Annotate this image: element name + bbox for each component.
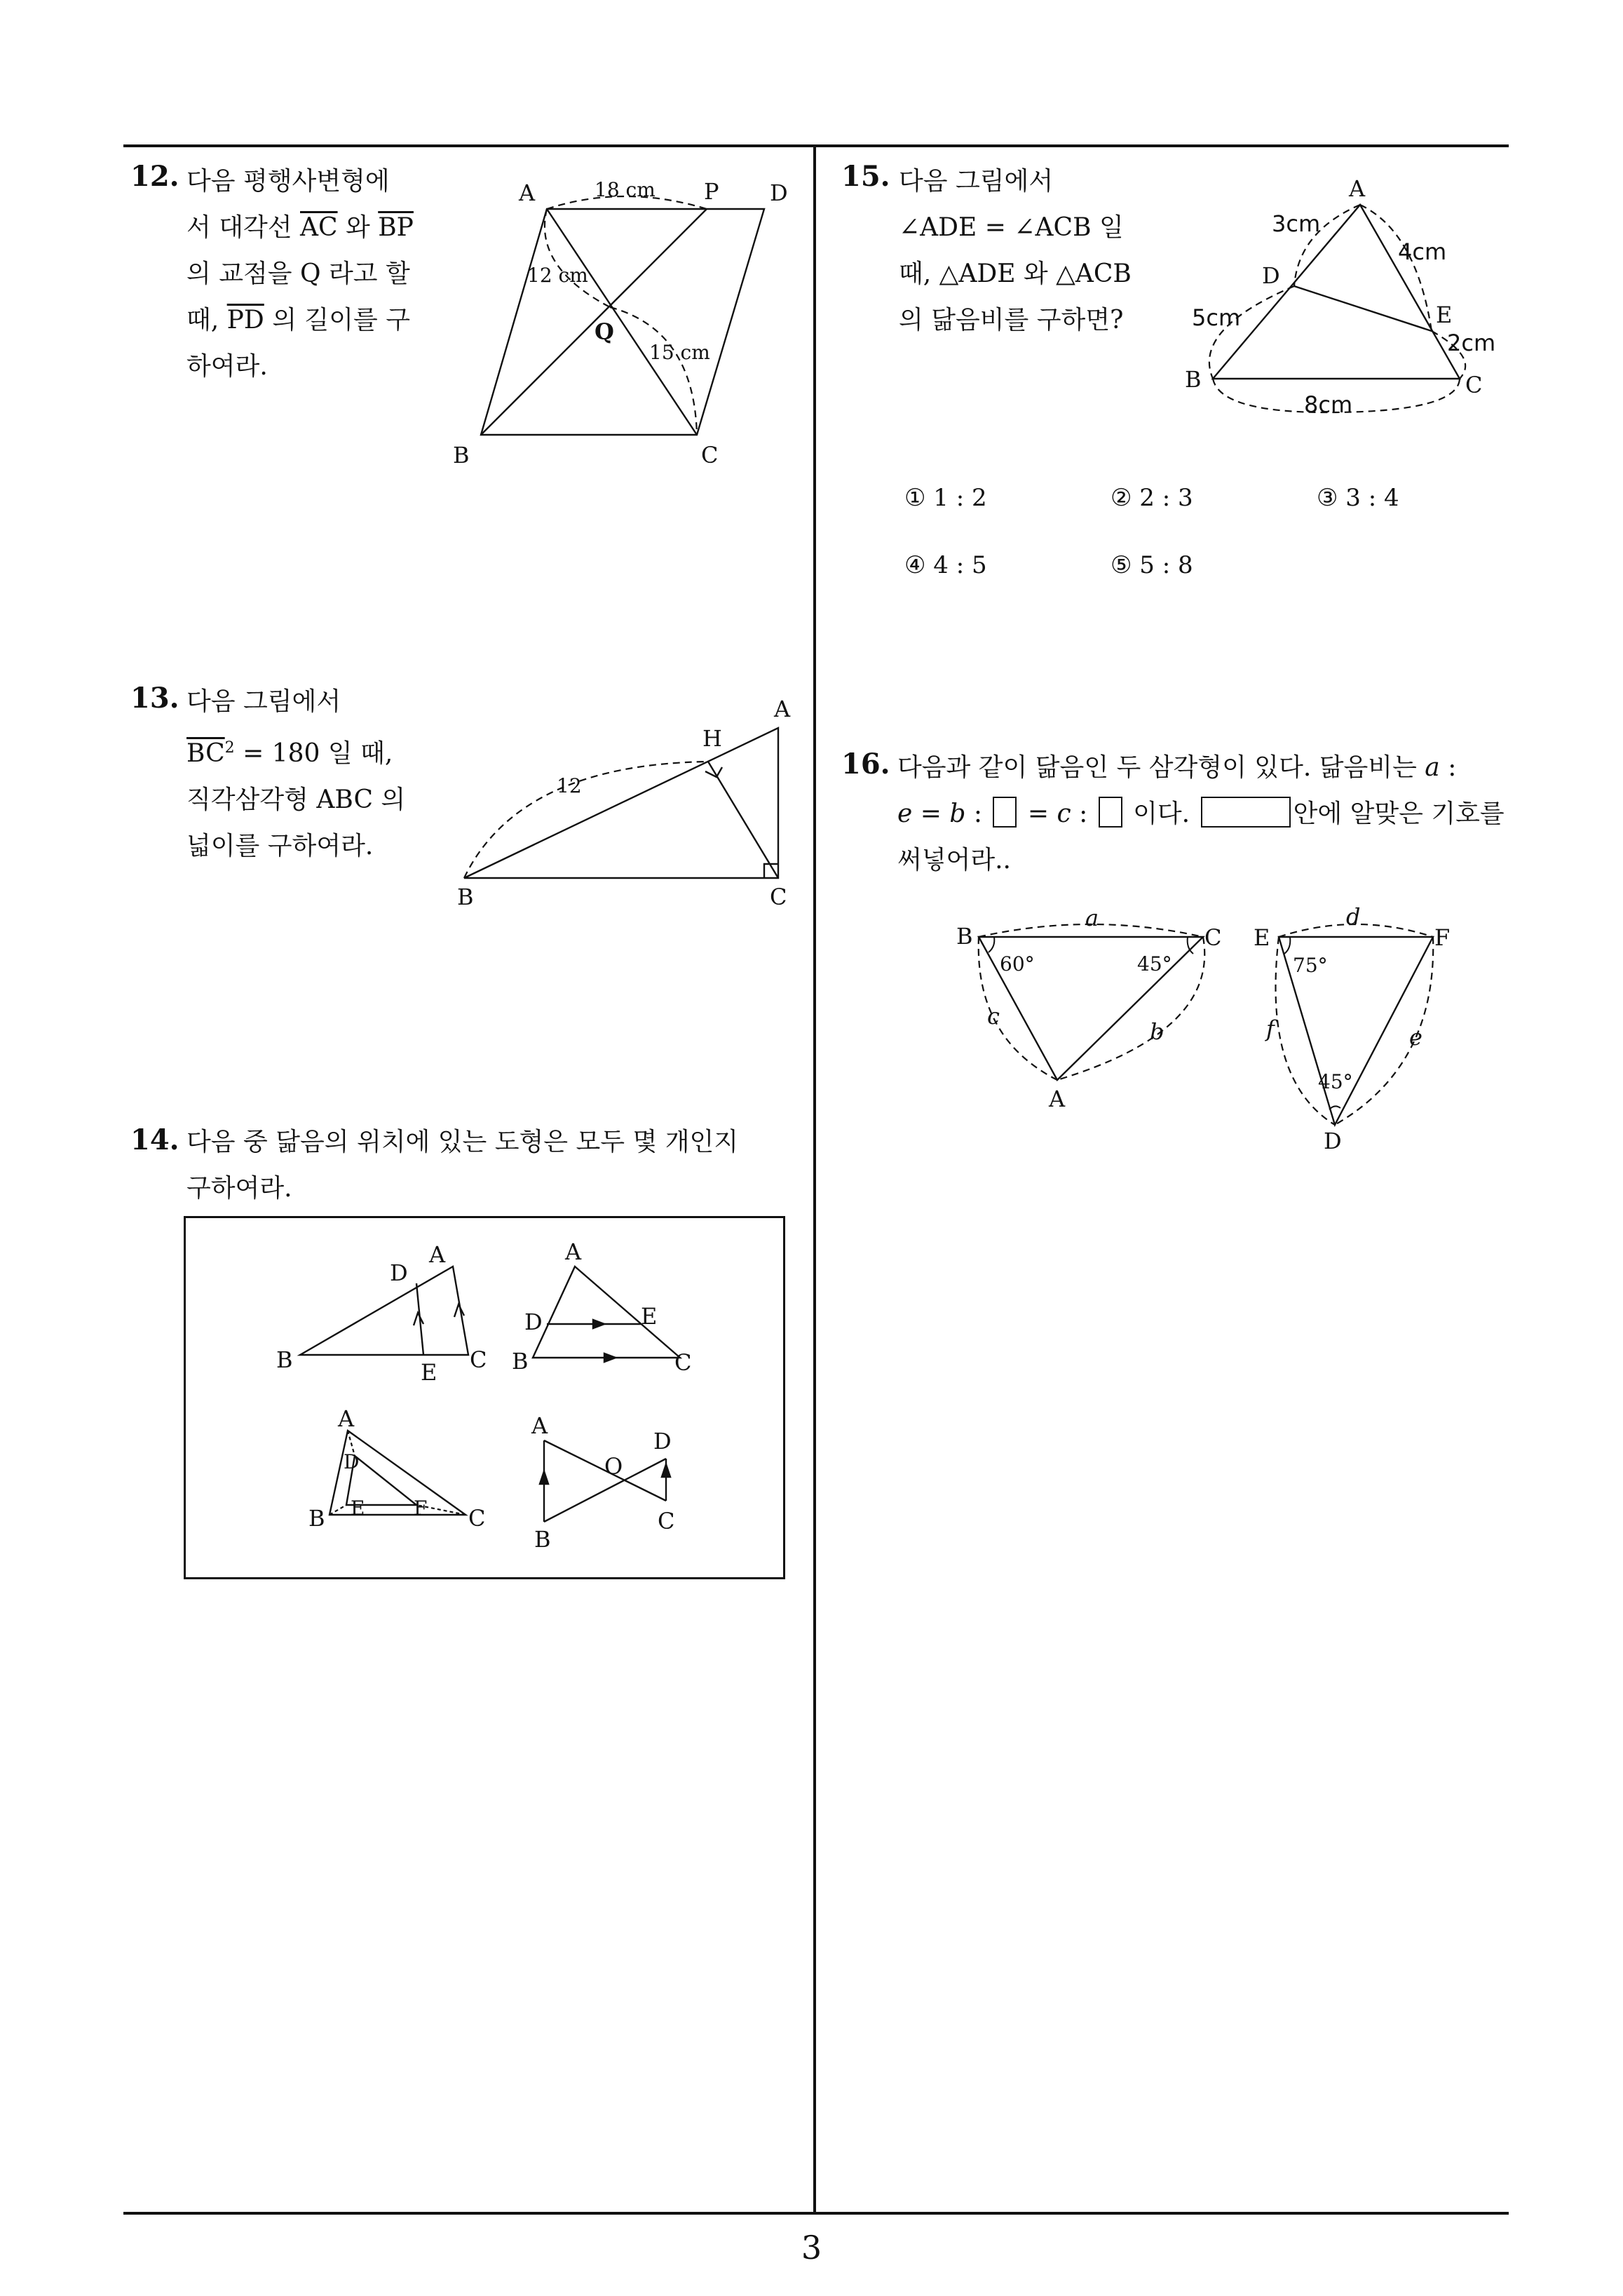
q16-answer-box-2[interactable] bbox=[1099, 797, 1122, 828]
q14-fig3-label-b: B bbox=[308, 1505, 325, 1532]
q14-fig4-label-d: D bbox=[653, 1428, 672, 1454]
q16-label-f: F bbox=[1434, 924, 1451, 951]
q12-diagonal-ac bbox=[547, 209, 697, 435]
q13-label-b: B bbox=[457, 884, 474, 910]
q13-line4: 넓이를 구하여라. bbox=[186, 832, 374, 860]
q14-fig1-label-c: C bbox=[470, 1346, 487, 1373]
q16-line1 bbox=[897, 745, 1505, 791]
q14-fig1-label-d: D bbox=[390, 1260, 408, 1286]
question-16-text bbox=[897, 745, 1505, 884]
q12-segment-bp bbox=[481, 209, 707, 435]
q16-line1-b: : bbox=[1439, 753, 1457, 782]
q14-line2: 구하여라. bbox=[186, 1174, 292, 1203]
q16-angle-mark-b bbox=[989, 937, 994, 952]
q13-line1: 다음 그림에서 bbox=[186, 687, 341, 716]
q16-line2-rest: 안에 알맞은 기호를 bbox=[1293, 799, 1505, 828]
q14-fig2-label-b: B bbox=[512, 1348, 529, 1375]
q16-label-e: E bbox=[1254, 924, 1270, 951]
q12-label-d: D bbox=[770, 180, 788, 206]
q16-colon-1: : bbox=[965, 799, 991, 828]
q13-length-bh: 12 bbox=[557, 774, 582, 797]
q16-side-a: a bbox=[1085, 905, 1099, 931]
question-14-text bbox=[186, 1119, 738, 1212]
q14-fig2-label-d: D bbox=[524, 1309, 543, 1335]
q16-idda: 이다. bbox=[1125, 799, 1198, 828]
q16-label-c: C bbox=[1204, 924, 1222, 951]
q16-label-a: A bbox=[1049, 1086, 1066, 1112]
q13-triangle-abc bbox=[464, 728, 778, 878]
q16-blank-box bbox=[1201, 797, 1291, 828]
q16-angle-d: 45° bbox=[1318, 1070, 1353, 1093]
question-13-text bbox=[186, 679, 405, 870]
q16-answer-box-1[interactable] bbox=[993, 797, 1017, 828]
question-12-text bbox=[186, 158, 414, 390]
q16-eq-1: = bbox=[912, 799, 950, 828]
q15-line4: 의 닮음비를 구하면? bbox=[899, 306, 1124, 335]
q14-fig1-label-e: E bbox=[421, 1359, 437, 1386]
q13-exponent: 2 bbox=[224, 739, 235, 757]
q15-choice-3[interactable]: ③ 3 : 4 bbox=[1317, 484, 1399, 512]
q14-fig3-label-d: D bbox=[344, 1450, 360, 1473]
q13-line3: 직각삼각형 ABC 의 bbox=[186, 785, 406, 814]
q12-length-qc: 15 cm bbox=[649, 341, 710, 364]
q16-angle-e: 75° bbox=[1293, 954, 1328, 977]
question-13-number: 13. bbox=[130, 682, 179, 715]
segment-bc: $\overline{BC}$ bbox=[186, 739, 225, 768]
q13-line2-rest: = 180 일 때, bbox=[234, 739, 393, 768]
q12-line2-b: 와 bbox=[337, 213, 379, 242]
q14-fig4-label-o: O bbox=[604, 1453, 623, 1480]
q12-line3: 의 교점을 Q 라고 할 bbox=[186, 259, 410, 288]
q16-line1-a: 다음과 같이 닮음인 두 삼각형이 있다. 닮음비는 bbox=[897, 753, 1425, 782]
q15-length-bc: 8cm bbox=[1304, 391, 1353, 418]
q12-arc-aq bbox=[545, 209, 610, 307]
q16-var-b: b bbox=[949, 799, 966, 828]
q16-angle-mark-e bbox=[1284, 937, 1290, 954]
q14-fig3-label-a: A bbox=[338, 1405, 355, 1432]
q12-length-ap: 18 cm bbox=[595, 178, 656, 201]
q14-fig4-label-c: C bbox=[658, 1508, 675, 1534]
q16-line3: 써넣어라.. bbox=[897, 846, 1011, 874]
q14-fig2-label-e: E bbox=[641, 1303, 658, 1330]
q13-label-a: A bbox=[774, 696, 791, 722]
q14-fig3-label-e: E bbox=[351, 1497, 365, 1520]
q12-line5: 하여라. bbox=[186, 352, 268, 381]
q12-line2-a: 서 대각선 bbox=[186, 213, 300, 242]
q13-altitude-ch bbox=[708, 762, 778, 878]
q15-choice-1[interactable]: ① 1 : 2 bbox=[904, 484, 987, 512]
q12-label-q: Q bbox=[595, 318, 614, 345]
q16-var-c: c bbox=[1057, 799, 1071, 828]
question-15-number: 15. bbox=[841, 160, 890, 193]
q16-var-e: e bbox=[897, 799, 913, 828]
page-number: 3 bbox=[801, 2229, 822, 2267]
question-16-number: 16. bbox=[841, 748, 890, 781]
q12-line4-a: 때, bbox=[186, 306, 227, 335]
q14-fig2-label-c: C bbox=[674, 1349, 692, 1376]
q14-fig3-label-c: C bbox=[468, 1505, 486, 1532]
q15-length-ad: 3cm bbox=[1272, 210, 1321, 237]
q16-angle-c: 45° bbox=[1137, 952, 1172, 975]
q16-side-f: f bbox=[1266, 1015, 1275, 1042]
q12-length-aq: 12 cm bbox=[527, 264, 588, 287]
q16-angle-b: 60° bbox=[1000, 952, 1035, 975]
question-12-number: 12. bbox=[130, 160, 179, 193]
q15-line2: ∠ADE = ∠ACB 일 bbox=[899, 213, 1124, 242]
q15-length-ec: 2cm bbox=[1447, 330, 1496, 356]
q13-label-c: C bbox=[770, 884, 787, 910]
q16-side-e: e bbox=[1409, 1024, 1422, 1051]
question-15-text bbox=[899, 158, 1132, 344]
q15-choice-5[interactable]: ⑤ 5 : 8 bbox=[1111, 551, 1193, 579]
bottom-rule bbox=[123, 2212, 1509, 2215]
q16-label-d: D bbox=[1324, 1128, 1342, 1154]
q15-choice-2[interactable]: ② 2 : 3 bbox=[1111, 484, 1193, 512]
q16-line2 bbox=[897, 791, 1505, 837]
q15-label-d: D bbox=[1262, 262, 1280, 289]
column-divider bbox=[813, 144, 816, 2213]
q14-fig3-label-f: F bbox=[414, 1497, 428, 1520]
q16-side-c: c bbox=[987, 1003, 1000, 1029]
q15-label-b: B bbox=[1185, 366, 1202, 393]
q16-side-d: d bbox=[1346, 903, 1361, 930]
q15-choice-4[interactable]: ④ 4 : 5 bbox=[904, 551, 987, 579]
q15-line1: 다음 그림에서 bbox=[899, 167, 1054, 196]
q14-fig4-label-b: B bbox=[534, 1526, 551, 1553]
segment-bp: $\overline{BP}$ bbox=[378, 213, 414, 242]
q16-label-b: B bbox=[956, 923, 973, 950]
q13-label-h: H bbox=[702, 725, 722, 752]
q14-fig1-label-a: A bbox=[429, 1241, 446, 1268]
q16-colon-2: : bbox=[1071, 799, 1096, 828]
q16-side-b: b bbox=[1150, 1018, 1164, 1045]
q14-fig4-label-a: A bbox=[531, 1412, 548, 1439]
question-14-number: 14. bbox=[130, 1123, 179, 1156]
q14-fig2-label-a: A bbox=[565, 1238, 582, 1265]
q13-line2 bbox=[186, 725, 405, 777]
q12-label-b: B bbox=[453, 442, 470, 468]
q12-line2 bbox=[186, 205, 414, 251]
q15-label-a: A bbox=[1349, 175, 1366, 202]
q15-length-ae: 4cm bbox=[1398, 238, 1447, 265]
segment-pd: $\overline{PD}$ bbox=[226, 306, 264, 335]
q12-line1: 다음 평행사변형에 bbox=[186, 167, 390, 196]
q14-line1: 다음 중 닮음의 위치에 있는 도형은 모두 몇 개인지 bbox=[186, 1128, 739, 1156]
q15-label-e: E bbox=[1436, 302, 1453, 328]
q15-label-c: C bbox=[1465, 372, 1483, 398]
q14-fig1-label-b: B bbox=[276, 1346, 293, 1373]
q16-eq-2: = bbox=[1019, 799, 1057, 828]
q15-line3: 때, △ADE 와 △ACB bbox=[899, 259, 1132, 288]
q12-label-a: A bbox=[519, 180, 536, 206]
q15-length-db: 5cm bbox=[1192, 304, 1241, 331]
q12-line4-b: 의 길이를 구 bbox=[264, 306, 410, 335]
top-rule bbox=[123, 144, 1509, 147]
segment-ac: $\overline{AC}$ bbox=[300, 213, 338, 242]
q12-label-p: P bbox=[704, 178, 719, 205]
q16-var-a: a bbox=[1425, 753, 1440, 782]
q12-line4 bbox=[186, 297, 414, 344]
q12-label-c: C bbox=[701, 442, 719, 468]
